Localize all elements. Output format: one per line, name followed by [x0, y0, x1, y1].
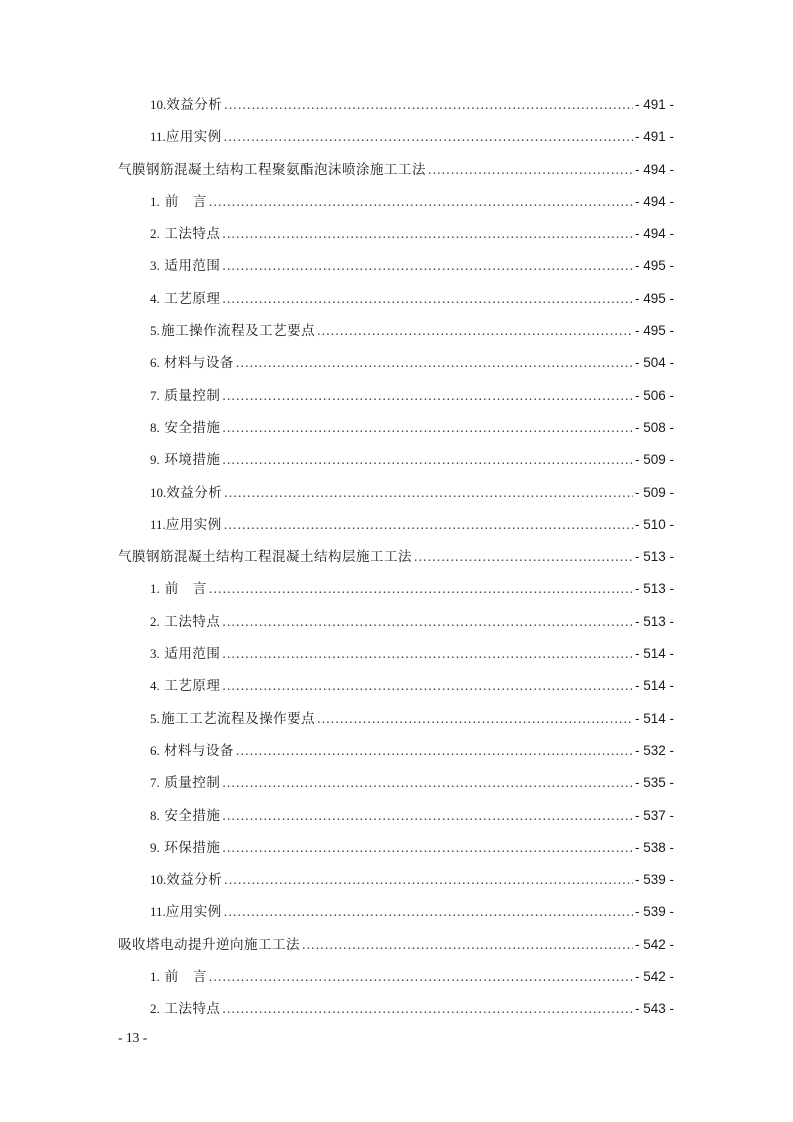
dot-leader	[224, 872, 633, 888]
toc-entry-number: 1.	[150, 193, 160, 209]
toc-section-entry[interactable]	[118, 222, 674, 254]
toc-page-number: - 538 -	[634, 839, 674, 855]
toc-entry-number: 9.	[150, 839, 160, 855]
toc-entry-number: 10.	[150, 484, 167, 500]
toc-entry-title: 施工操作流程及工艺要点	[161, 323, 316, 340]
dot-leader	[222, 420, 633, 436]
toc-entry-title: 适用范围	[164, 646, 221, 663]
toc-entry-number: 5.	[150, 710, 160, 726]
dot-leader	[224, 97, 633, 113]
dot-leader	[224, 129, 633, 145]
toc-page-number: - 510 -	[634, 516, 674, 532]
toc-section-entry[interactable]	[118, 351, 674, 383]
toc-page-number: - 532 -	[634, 742, 674, 758]
toc-section-entry[interactable]	[118, 190, 674, 222]
toc-section-entry[interactable]	[118, 804, 674, 836]
toc-entry-title: 环保措施	[164, 839, 221, 856]
dot-leader	[222, 840, 633, 856]
toc-page-number: - 508 -	[634, 419, 674, 435]
toc-page-number: - 494 -	[634, 193, 674, 209]
toc-page-number: - 513 -	[634, 581, 674, 597]
toc-section-entry[interactable]	[118, 674, 674, 706]
toc-entry-title: 工法特点	[164, 613, 221, 630]
toc-entry-title: 质量控制	[164, 387, 221, 404]
toc-section-entry[interactable]	[118, 707, 674, 739]
toc-entry-number: 4.	[150, 678, 160, 694]
toc-entry-number: 2.	[150, 226, 160, 242]
toc-entry-number: 8.	[150, 419, 160, 435]
toc-section-entry[interactable]	[118, 254, 674, 286]
dot-leader	[414, 549, 633, 565]
dot-leader	[236, 743, 633, 759]
page-number: - 13 -	[118, 1030, 148, 1045]
toc-page-number: - 506 -	[634, 387, 674, 403]
toc-section-entry[interactable]	[118, 868, 674, 900]
toc-entry-number: 10.	[150, 97, 167, 112]
toc-section-entry[interactable]	[118, 642, 674, 674]
toc-page-number: - 514 -	[634, 710, 674, 726]
toc-section-entry[interactable]	[118, 577, 674, 609]
toc-entry-title: 适用范围	[164, 258, 221, 275]
toc-entry-title: 安全措施	[164, 419, 221, 436]
toc-section-entry[interactable]	[118, 416, 674, 448]
toc-chapter-entry[interactable]	[118, 933, 674, 965]
toc-entry-title: 气膜钢筋混凝土结构工程聚氨酯泡沫喷涂施工工法	[118, 161, 426, 178]
dot-leader	[209, 194, 633, 210]
toc-entry-title: 材料与设备	[163, 742, 234, 759]
toc-page-number: - 494 -	[634, 226, 674, 242]
toc-page-number: - 495 -	[634, 323, 674, 339]
toc-entry-number: 6.	[150, 742, 160, 758]
dot-leader	[222, 258, 633, 274]
toc-section-entry[interactable]	[118, 93, 674, 125]
toc-entry-title: 工法特点	[164, 226, 221, 243]
toc-section-entry[interactable]	[118, 836, 674, 868]
toc-entry-title: 前 言	[164, 193, 207, 210]
toc-section-entry[interactable]	[118, 384, 674, 416]
dot-leader	[302, 937, 633, 953]
toc-entry-number: 2.	[150, 1001, 160, 1017]
toc-entry-number: 11.	[150, 129, 166, 145]
toc-entry-title: 前 言	[164, 969, 207, 986]
toc-entry-number: 2.	[150, 613, 160, 629]
toc-page-number: - 495 -	[634, 290, 674, 306]
toc-entry-number: 3.	[150, 646, 160, 662]
toc-entry-title: 效益分析	[166, 872, 223, 889]
dot-leader	[209, 581, 633, 597]
toc-page-number: - 539 -	[634, 872, 674, 888]
dot-leader	[224, 517, 633, 533]
toc-entry-title: 前 言	[164, 581, 207, 598]
toc-page-number: - 537 -	[634, 807, 674, 823]
toc-entry-title: 工艺原理	[164, 678, 221, 695]
toc-section-entry[interactable]	[118, 513, 674, 545]
toc-section-entry[interactable]	[118, 965, 674, 997]
toc-chapter-entry[interactable]	[118, 545, 674, 577]
table-of-contents	[118, 93, 674, 1030]
toc-entry-title: 应用实例	[165, 904, 222, 921]
toc-page-number: - 504 -	[634, 355, 674, 371]
toc-entry-title: 应用实例	[165, 129, 222, 146]
toc-section-entry[interactable]	[118, 610, 674, 642]
toc-page-number: - 514 -	[634, 646, 674, 662]
toc-entry-number: 8.	[150, 807, 160, 823]
toc-section-entry[interactable]	[118, 481, 674, 513]
toc-page-number: - 495 -	[634, 258, 674, 274]
toc-entry-number: 11.	[150, 904, 166, 920]
toc-section-entry[interactable]	[118, 448, 674, 480]
toc-page-number: - 543 -	[634, 1001, 674, 1017]
dot-leader	[222, 226, 633, 242]
toc-section-entry[interactable]	[118, 739, 674, 771]
toc-page-number: - 535 -	[634, 775, 674, 791]
toc-entry-title: 工艺原理	[164, 290, 221, 307]
toc-page-number: - 542 -	[634, 936, 674, 952]
toc-page-number: - 513 -	[634, 613, 674, 629]
dot-leader	[222, 452, 633, 468]
toc-chapter-entry[interactable]	[118, 158, 674, 190]
toc-entry-number: 4.	[150, 290, 160, 306]
toc-page-number: - 509 -	[634, 484, 674, 500]
toc-section-entry[interactable]	[118, 319, 674, 351]
toc-entry-title: 施工工艺流程及操作要点	[161, 710, 316, 727]
dot-leader	[236, 355, 633, 371]
toc-section-entry[interactable]	[118, 997, 674, 1029]
toc-entry-number: 3.	[150, 258, 160, 274]
toc-entry-title: 气膜钢筋混凝土结构工程混凝土结构层施工工法	[118, 549, 412, 566]
dot-leader	[222, 1001, 633, 1017]
toc-entry-title: 安全措施	[164, 807, 221, 824]
toc-entry-title: 吸收塔电动提升逆向施工工法	[118, 936, 300, 953]
toc-entry-title: 质量控制	[164, 775, 221, 792]
dot-leader	[222, 614, 633, 630]
dot-leader	[224, 904, 633, 920]
toc-entry-number: 9.	[150, 452, 160, 468]
toc-page-number: - 539 -	[634, 904, 674, 920]
toc-page-number: - 491 -	[634, 97, 674, 112]
toc-entry-title: 环境措施	[164, 452, 221, 469]
dot-leader	[317, 323, 633, 339]
dot-leader	[224, 485, 633, 501]
toc-entry-number: 7.	[150, 387, 160, 403]
toc-section-entry[interactable]	[118, 125, 674, 157]
toc-entry-number: 10.	[150, 872, 167, 888]
toc-page-number: - 542 -	[634, 969, 674, 985]
toc-entry-title: 效益分析	[166, 97, 223, 113]
toc-entry-number: 6.	[150, 355, 160, 371]
toc-entry-title: 材料与设备	[163, 355, 234, 372]
toc-page-number: - 494 -	[634, 161, 674, 177]
toc-page-number: - 513 -	[634, 549, 674, 565]
dot-leader	[222, 291, 633, 307]
toc-page-number: - 509 -	[634, 452, 674, 468]
dot-leader	[428, 162, 633, 178]
dot-leader	[222, 388, 633, 404]
toc-entry-number: 1.	[150, 581, 160, 597]
toc-entry-number: 7.	[150, 775, 160, 791]
toc-entry-title: 工法特点	[164, 1001, 221, 1018]
toc-entry-number: 11.	[150, 516, 166, 532]
toc-page-number: - 491 -	[634, 129, 674, 145]
toc-page-number: - 514 -	[634, 678, 674, 694]
toc-entry-number: 5.	[150, 323, 160, 339]
toc-entry-title: 效益分析	[166, 484, 223, 501]
toc-entry-number: 1.	[150, 969, 160, 985]
dot-leader	[222, 678, 633, 694]
dot-leader	[222, 808, 633, 824]
dot-leader	[222, 646, 633, 662]
dot-leader	[317, 711, 633, 727]
toc-section-entry[interactable]	[118, 900, 674, 932]
toc-entry-title: 应用实例	[165, 516, 222, 533]
toc-section-entry[interactable]	[118, 287, 674, 319]
dot-leader	[222, 775, 633, 791]
toc-section-entry[interactable]	[118, 771, 674, 803]
dot-leader	[209, 969, 633, 985]
